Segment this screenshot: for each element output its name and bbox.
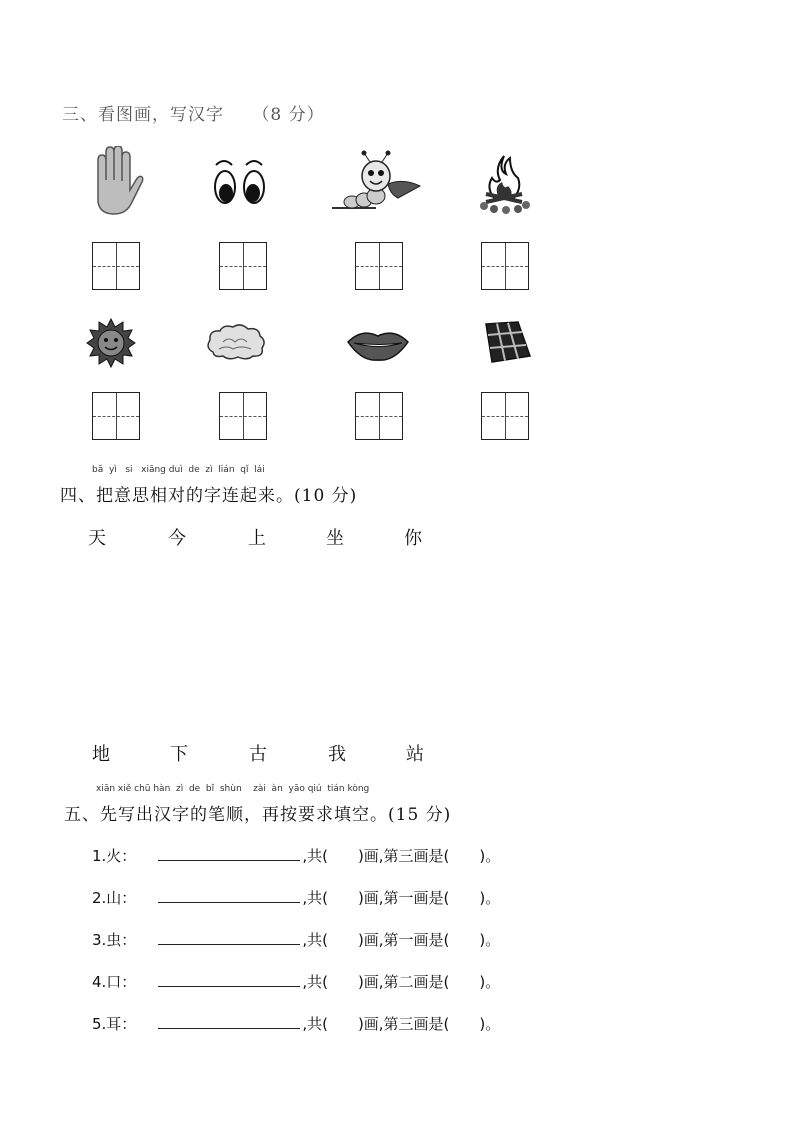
stroke-order-item: 4.口： ,共( )画,第二画是( )。 xyxy=(92,973,501,991)
bottom-char[interactable]: 我 xyxy=(328,744,346,765)
bottom-char[interactable]: 站 xyxy=(406,744,424,765)
top-char[interactable]: 你 xyxy=(404,528,422,549)
stroke-order-blank[interactable] xyxy=(158,887,300,903)
stroke-order-blank[interactable] xyxy=(158,1013,300,1029)
top-char[interactable]: 天 xyxy=(88,528,106,549)
writing-grid[interactable] xyxy=(481,392,529,440)
section5-title: 五、先写出汉字的笔顺，再按要求填空。(15 分) xyxy=(64,805,452,825)
section3-title: 三、看图画，写汉字 （8 分） xyxy=(62,105,325,125)
sun-icon xyxy=(86,318,136,368)
stroke-order-item: 5.耳： ,共( )画,第三画是( )。 xyxy=(92,1015,501,1033)
eyes-icon xyxy=(210,155,270,210)
writing-grid[interactable] xyxy=(481,242,529,290)
bottom-char[interactable]: 地 xyxy=(92,744,110,765)
stroke-order-item: 3.虫： ,共( )画,第一画是( )。 xyxy=(92,931,501,949)
writing-grid[interactable] xyxy=(92,392,140,440)
stroke-order-item: 2.山： ,共( )画,第一画是( )。 xyxy=(92,889,501,907)
field-icon xyxy=(478,320,532,364)
mouth-icon xyxy=(346,326,410,362)
writing-grid[interactable] xyxy=(355,242,403,290)
top-char[interactable]: 坐 xyxy=(326,528,344,549)
section5-pinyin: xiān xiě chū hàn zì de bǐ shùn zài àn yāo qiú tián kòng xyxy=(96,784,370,794)
fire-icon xyxy=(476,152,532,214)
writing-grid[interactable] xyxy=(219,392,267,440)
top-char[interactable]: 上 xyxy=(248,528,266,549)
section4-pinyin: bǎ yì si xiāng duì de zì lián qǐ lái xyxy=(92,465,265,475)
hand-icon xyxy=(84,146,144,216)
cloud-icon xyxy=(205,322,267,362)
bottom-char[interactable]: 古 xyxy=(249,744,267,765)
section4-title: 四、把意思相对的字连起来。(10 分) xyxy=(60,486,358,506)
stroke-order-blank[interactable] xyxy=(158,971,300,987)
stroke-order-blank[interactable] xyxy=(158,845,300,861)
writing-grid[interactable] xyxy=(219,242,267,290)
stroke-order-item: 1.火： ,共( )画,第三画是( )。 xyxy=(92,847,501,865)
writing-grid[interactable] xyxy=(92,242,140,290)
top-char[interactable]: 今 xyxy=(168,528,186,549)
worm-icon xyxy=(328,150,423,216)
writing-grid[interactable] xyxy=(355,392,403,440)
stroke-order-blank[interactable] xyxy=(158,929,300,945)
bottom-char[interactable]: 下 xyxy=(170,744,188,765)
